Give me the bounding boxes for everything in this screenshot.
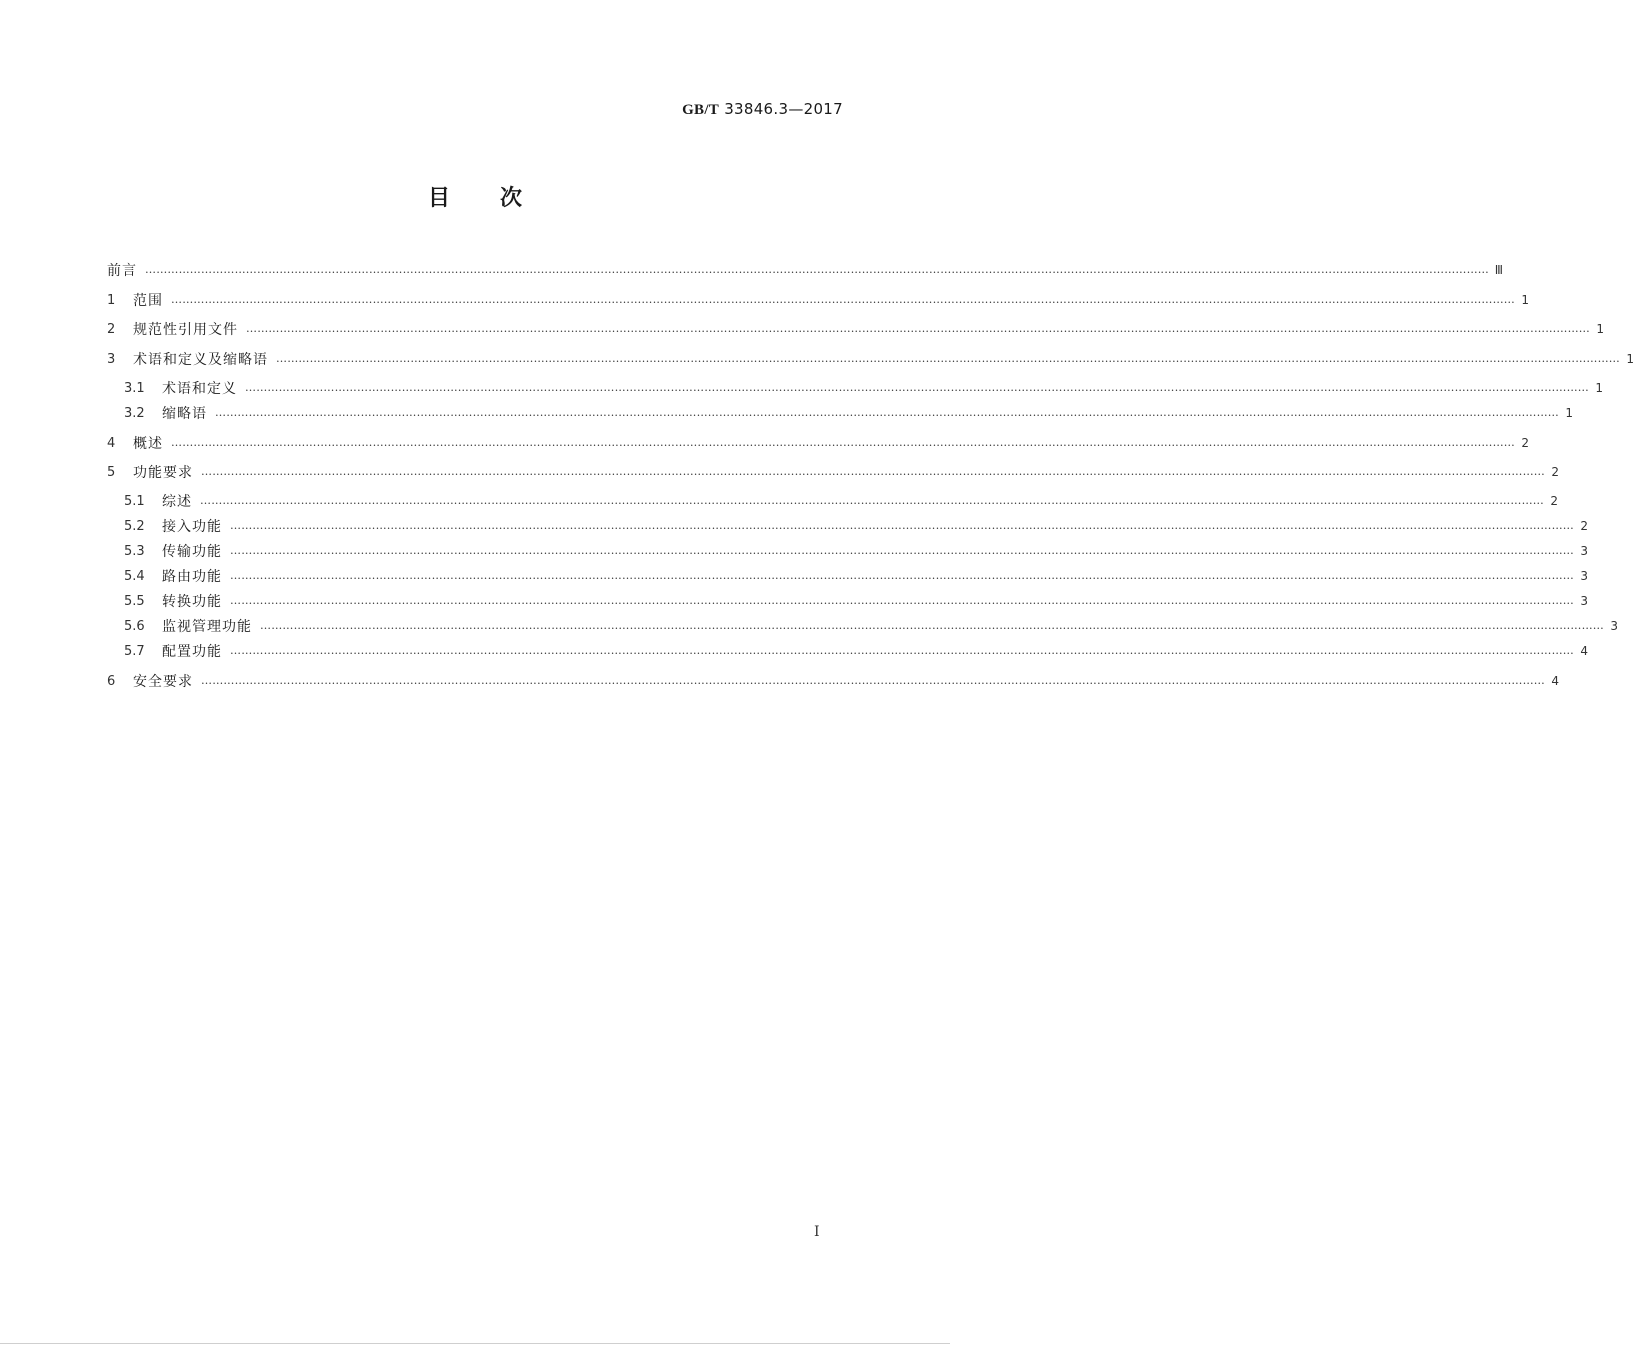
toc-leader-dots: ……………………………………………………………………………………………………………………………………………………………………………………………………………………………………………………………………………………………………………………………… [230, 569, 1574, 582]
toc-leader-dots: ……………………………………………………………………………………………………………………………………………………………………………………………………………………………………………………………………………………………………………………………… [215, 406, 1559, 419]
toc-entry-5-7[interactable] [107, 639, 1588, 663]
toc-entry-label: 前言 [107, 263, 137, 279]
toc-entry-label: 术语和定义 [162, 381, 237, 397]
toc-entry-5-6[interactable] [107, 614, 1618, 638]
toc-entry-number: 5 [107, 464, 116, 480]
toc-leader-dots: ……………………………………………………………………………………………………………………………………………………………………………………………………………………………………………………………………………………………………………………………… [230, 594, 1574, 607]
toc-entry-page: 2 [1550, 494, 1558, 508]
toc-entry-number: 3.1 [124, 380, 145, 396]
toc-entry-number: 6 [107, 673, 116, 689]
toc-entry-page: Ⅲ [1494, 263, 1503, 277]
standard-serial: 33846.3—2017 [724, 100, 843, 118]
toc-entry-page: 3 [1610, 619, 1618, 633]
toc-entry-page: 1 [1565, 406, 1573, 420]
toc-entry-label: 配置功能 [162, 644, 222, 660]
page-number: I [814, 1224, 820, 1240]
toc-entry-label: 转换功能 [162, 594, 222, 610]
toc-entry-number: 5.7 [124, 643, 145, 659]
toc-entry-label: 规范性引用文件 [133, 322, 238, 338]
toc-leader-dots: ……………………………………………………………………………………………………………………………………………………………………………………………………………………………………………………………………………………………………………………………… [276, 352, 1620, 365]
toc-leader-dots: ……………………………………………………………………………………………………………………………………………………………………………………………………………………………………………………………………………………………………………………………… [230, 644, 1574, 657]
toc-entry-label: 缩略语 [162, 406, 207, 422]
toc-entry-number: 5.2 [124, 518, 145, 534]
toc-entry-1[interactable] [107, 288, 1529, 312]
toc-entry-number: 4 [107, 435, 116, 451]
toc-entry-page: 3 [1580, 569, 1588, 583]
toc-entry-number: 3 [107, 351, 116, 367]
toc-entry-3[interactable] [107, 347, 1634, 371]
toc-entry-5-2[interactable] [107, 514, 1588, 538]
toc-leader-dots: ……………………………………………………………………………………………………………………………………………………………………………………………………………………………………………………………………………………………………………………………… [201, 465, 1545, 478]
toc-entry-number: 2 [107, 321, 116, 337]
toc-entry-5-1[interactable] [107, 489, 1558, 513]
toc-entry-3-1[interactable] [107, 376, 1603, 400]
toc-leader-dots: ……………………………………………………………………………………………………………………………………………………………………………………………………………………………………………………………………………………………………………………………… [230, 544, 1574, 557]
toc-entry-label: 综述 [162, 494, 192, 510]
toc-entry-foreword[interactable] [107, 258, 1503, 282]
toc-leader-dots: ……………………………………………………………………………………………………………………………………………………………………………………………………………………………………………………………………………………………………………………………… [245, 381, 1589, 394]
toc-entry-5-4[interactable] [107, 564, 1588, 588]
toc-entry-page: 3 [1580, 544, 1588, 558]
toc-leader-dots: ……………………………………………………………………………………………………………………………………………………………………………………………………………………………………………………………………………………………………………………………… [230, 519, 1574, 532]
toc-entry-page: 3 [1580, 594, 1588, 608]
toc-entry-2[interactable] [107, 317, 1604, 341]
toc-entry-page: 1 [1626, 352, 1634, 366]
toc-entry-number: 5.4 [124, 568, 145, 584]
toc-entry-3-2[interactable] [107, 401, 1573, 425]
toc-entry-number: 5.6 [124, 618, 145, 634]
toc-leader-dots: ……………………………………………………………………………………………………………………………………………………………………………………………………………………………………………………………………………………………………………………………… [145, 263, 1489, 276]
toc-entry-4[interactable] [107, 431, 1529, 455]
toc-entry-page: 4 [1580, 644, 1588, 658]
toc-entry-label: 接入功能 [162, 519, 222, 535]
toc-entry-number: 5.3 [124, 543, 145, 559]
toc-leader-dots: ……………………………………………………………………………………………………………………………………………………………………………………………………………………………………………………………………………………………………………………………… [260, 619, 1604, 632]
toc-leader-dots: ……………………………………………………………………………………………………………………………………………………………………………………………………………………………………………………………………………………………………………………………… [171, 293, 1515, 306]
toc-entry-page: 1 [1596, 322, 1604, 336]
toc-entry-label: 安全要求 [133, 674, 193, 690]
toc-entry-label: 传输功能 [162, 544, 222, 560]
toc-leader-dots: ……………………………………………………………………………………………………………………………………………………………………………………………………………………………………………………………………………………………………………………………… [201, 674, 1545, 687]
toc-entry-number: 3.2 [124, 405, 145, 421]
page-title: 目次 [427, 186, 572, 211]
toc-entry-page: 2 [1521, 436, 1529, 450]
toc-leader-dots: ……………………………………………………………………………………………………………………………………………………………………………………………………………………………………………………………………………………………………………………………… [200, 494, 1544, 507]
toc-entry-page: 1 [1595, 381, 1603, 395]
toc-entry-5[interactable] [107, 460, 1559, 484]
toc-entry-6[interactable] [107, 669, 1559, 693]
toc-entry-number: 1 [107, 292, 116, 308]
toc-entry-number: 5.1 [124, 493, 145, 509]
toc-entry-page: 1 [1521, 293, 1529, 307]
standard-code: GB/T [682, 102, 720, 118]
toc-entry-label: 范围 [133, 293, 163, 309]
toc-entry-page: 2 [1551, 465, 1559, 479]
toc-leader-dots: ……………………………………………………………………………………………………………………………………………………………………………………………………………………………………………………………………………………………………………………………… [171, 436, 1515, 449]
toc-entry-page: 4 [1551, 674, 1559, 688]
toc-leader-dots: ……………………………………………………………………………………………………………………………………………………………………………………………………………………………………………………………………………………………………………………………… [246, 322, 1590, 335]
standard-number [682, 100, 843, 119]
toc-entry-label: 功能要求 [133, 465, 193, 481]
page-edge-divider [0, 1343, 950, 1344]
toc-entry-5-5[interactable] [107, 589, 1588, 613]
toc-entry-label: 术语和定义及缩略语 [133, 352, 268, 368]
toc-entry-label: 路由功能 [162, 569, 222, 585]
toc-entry-page: 2 [1580, 519, 1588, 533]
toc-entry-label: 概述 [133, 436, 163, 452]
toc-entry-label: 监视管理功能 [162, 619, 252, 635]
toc-entry-5-3[interactable] [107, 539, 1588, 563]
toc-entry-number: 5.5 [124, 593, 145, 609]
